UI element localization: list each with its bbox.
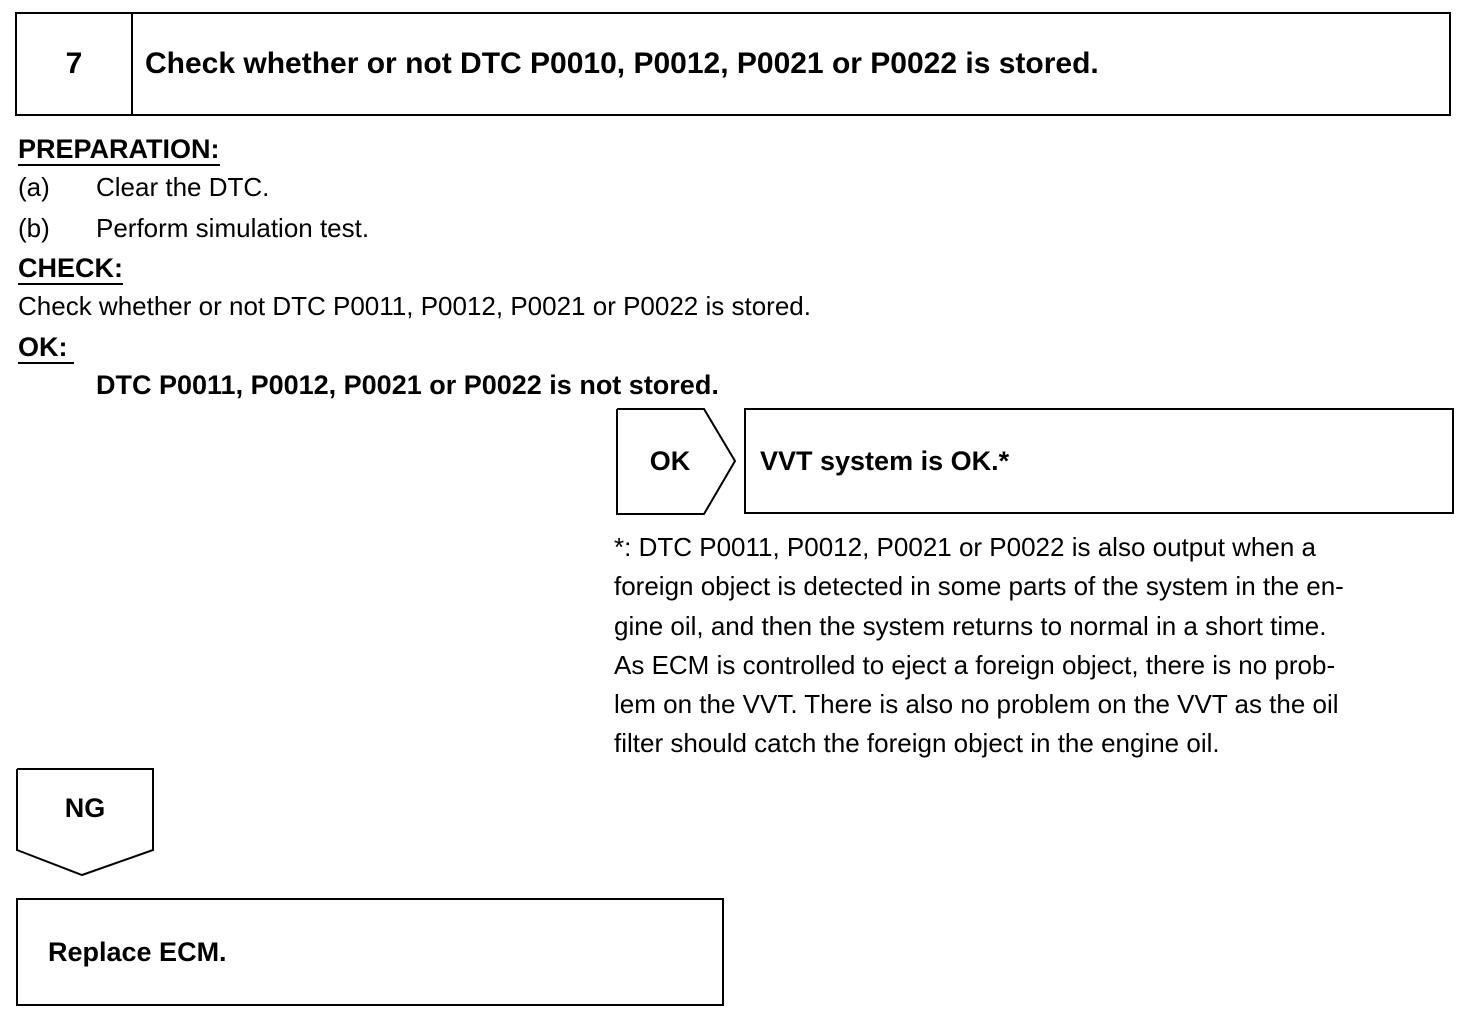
preparation-item-a-marker: (a)	[18, 172, 50, 202]
check-text: Check whether or not DTC P0011, P0012, P0021 or P0022 is stored.	[18, 291, 811, 321]
ok-result-box	[744, 408, 1454, 514]
preparation-item-b-text: Perform simulation test.	[96, 213, 370, 243]
footnote-line: As ECM is controlled to eject a foreign object, there is no prob-	[614, 649, 1336, 680]
ok-criteria-text: DTC P0011, P0012, P0021 or P0022 is not stored.	[96, 370, 719, 400]
step-header-box	[15, 12, 1451, 116]
ok-label: OK	[649, 445, 691, 476]
footnote-line: filter should catch the foreign object in the engine oil.	[614, 728, 1220, 759]
ok-result-text: VVT system is OK.*	[760, 445, 1010, 476]
footnote-line: gine oil, and then the system returns to normal in a short time.	[614, 610, 1327, 641]
footnote-line: lem on the VVT. There is also no problem on the VVT as the oil	[614, 689, 1339, 720]
footnote-line: *: DTC P0011, P0012, P0021 or P0022 is also output when a	[614, 532, 1316, 562]
preparation-item-a-text: Clear the DTC.	[96, 172, 270, 202]
check-heading: CHECK:	[18, 253, 123, 283]
ok-heading: OK:	[18, 332, 74, 364]
footnote-line: foreign object is detected in some parts of the system in the en-	[614, 571, 1344, 602]
preparation-heading: PREPARATION:	[18, 134, 220, 164]
ng-action-text: Replace ECM.	[48, 936, 227, 967]
preparation-item-b-marker: (b)	[18, 213, 50, 243]
step-title: Check whether or not DTC P0010, P0012, P0021 or P0022 is stored.	[145, 47, 1099, 80]
ng-action-box	[16, 898, 724, 1006]
footnote	[614, 528, 1456, 764]
ng-label: NG	[64, 792, 106, 823]
step-number: 7	[17, 14, 133, 114]
